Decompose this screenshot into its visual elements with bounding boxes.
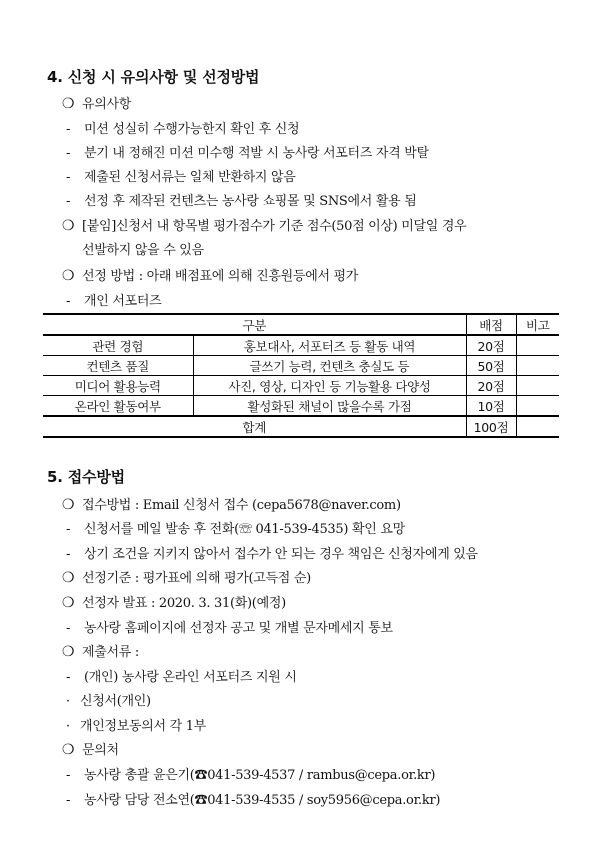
docs-item: [66, 715, 206, 734]
bullet-attach-note: [62, 215, 466, 234]
docs-detail: [66, 666, 297, 685]
row-remark: [516, 356, 559, 376]
circle-bullet-icon: ❍: [62, 497, 75, 513]
bullet-text: 선정자 발표 : 2020. 3. 31(화)(예정): [82, 596, 286, 611]
bullet-text: 문의처: [82, 743, 119, 758]
section-4-title: 4. 신청 시 유의사항 및 선정방법: [47, 68, 260, 86]
table-total-row: [43, 416, 559, 437]
dash-text: 상기 조건을 지키지 않아서 접수가 안 되는 경우 책임은 신청자에게 있음: [84, 547, 478, 562]
bullet-text: 제출서류 :: [82, 645, 139, 660]
dash-marker: -: [66, 670, 71, 685]
dash-marker: -: [66, 122, 71, 137]
dash-text: 개인 서포터즈: [84, 294, 162, 309]
row-item: 컨텐츠 품질: [43, 356, 193, 376]
bullet-selection-method: [62, 265, 358, 284]
dash-marker: -: [66, 170, 71, 185]
bullet-contact: [62, 739, 119, 758]
dash-marker: -: [66, 194, 71, 209]
dash-text: (개인) 농사랑 온라인 서포터즈 지원 시: [84, 670, 297, 685]
bullet-text: 선정 방법 : 아래 배점표에 의해 진흥원등에서 평가: [82, 269, 359, 284]
dash-text: 농사랑 담당 전소연(☎041-539-4535 / soy5956@cepa.or.kr): [84, 793, 441, 808]
circle-bullet-icon: ❍: [62, 742, 75, 758]
dot-marker: ·: [66, 694, 70, 709]
dot-text: 신청서(개인): [80, 694, 151, 709]
total-label: 합계: [43, 416, 466, 437]
dot-marker: ·: [66, 719, 70, 734]
dot-text: 개인정보동의서 각 1부: [80, 719, 206, 734]
row-score: 20점: [466, 376, 516, 396]
row-criteria: 활성화된 채널이 많을수록 가점: [193, 396, 466, 417]
bullet-text: [붙임]신청서 내 항목별 평가점수가 기준 점수(50점 이상) 미달일 경우: [82, 219, 467, 234]
total-remark: [516, 416, 559, 437]
dash-marker: -: [66, 547, 71, 562]
note-item: [66, 166, 295, 185]
row-score: 20점: [466, 335, 516, 356]
note-text: 분기 내 정해진 미션 미수행 적발 시 농사랑 서포터즈 자격 박탈: [84, 146, 429, 161]
row-item: 관련 경험: [43, 335, 193, 356]
circle-bullet-icon: ❍: [62, 268, 75, 284]
row-remark: [516, 376, 559, 396]
note-text: 제출된 신청서류는 일체 반환하지 않음: [84, 170, 296, 185]
dash-text: 신청서를 메일 발송 후 전화(☏ 041-539-4535) 확인 요망: [84, 522, 405, 537]
attach-note-continued: 선발하지 않을 수 있음: [82, 243, 204, 258]
section-5-title: 5. 접수방법: [47, 468, 125, 486]
circle-bullet-icon: ❍: [62, 218, 75, 234]
header-category: 구분: [43, 314, 466, 335]
dash-marker: -: [66, 522, 71, 537]
bullet-text: 접수방법 : Email 신청서 접수 (cepa5678@naver.com): [82, 498, 401, 513]
row-criteria: 홍보대사, 서포터즈 등 활동 내역: [193, 335, 466, 356]
method-detail: [66, 518, 405, 537]
row-remark: [516, 335, 559, 356]
circle-bullet-icon: ❍: [62, 644, 75, 660]
dash-marker: -: [66, 768, 71, 783]
circle-bullet-icon: ❍: [62, 570, 75, 586]
score-table: [43, 313, 559, 438]
announce-detail: [66, 617, 393, 636]
note-item: [66, 118, 299, 137]
bullet-criteria: [62, 567, 311, 586]
contact-detail: [66, 764, 435, 783]
bullet-text: 선정기준 : 평가표에 의해 평가(고득점 순): [82, 571, 311, 586]
bullet-text: 유의사항: [82, 97, 132, 112]
note-item: [66, 190, 416, 209]
row-item: 미디어 활용능력: [43, 376, 193, 396]
row-item: 온라인 활동여부: [43, 396, 193, 417]
bullet-announce: [62, 592, 286, 611]
row-criteria: 사진, 영상, 디자인 등 기능활용 다양성: [193, 376, 466, 396]
note-text: 선정 후 제작된 컨텐츠는 농사랑 쇼핑몰 및 SNS에서 활용 됨: [84, 194, 417, 209]
note-text: 미션 성실히 수행가능한지 확인 후 신청: [84, 122, 300, 137]
table-row: [43, 376, 559, 396]
header-score: 배점: [466, 314, 516, 335]
total-score: 100점: [466, 416, 516, 437]
row-remark: [516, 396, 559, 417]
method-detail: [66, 543, 478, 562]
row-score: 10점: [466, 396, 516, 417]
dash-text: 농사랑 총괄 윤은기(☎041-539-4537 / rambus@cepa.or.kr): [84, 768, 436, 783]
bullet-method: [62, 494, 401, 513]
table-row: [43, 356, 559, 376]
note-item: [66, 142, 429, 161]
dash-marker: -: [66, 294, 71, 309]
dash-marker: -: [66, 146, 71, 161]
bullet-notes: [62, 93, 131, 112]
table-header-row: [43, 314, 559, 335]
contact-detail: [66, 789, 440, 808]
bullet-docs: [62, 641, 139, 660]
header-remark: 비고: [516, 314, 559, 335]
row-criteria: 글쓰기 능력, 컨텐츠 충실도 등: [193, 356, 466, 376]
table-row: [43, 335, 559, 356]
dash-marker: -: [66, 793, 71, 808]
dash-text: 농사랑 홈페이지에 선정자 공고 및 개별 문자메세지 통보: [84, 621, 393, 636]
individual-supporters: [66, 290, 161, 309]
row-score: 50점: [466, 356, 516, 376]
table-row: [43, 396, 559, 417]
circle-bullet-icon: ❍: [62, 595, 75, 611]
dash-marker: -: [66, 621, 71, 636]
circle-bullet-icon: ❍: [62, 96, 75, 112]
docs-item: [66, 690, 151, 709]
